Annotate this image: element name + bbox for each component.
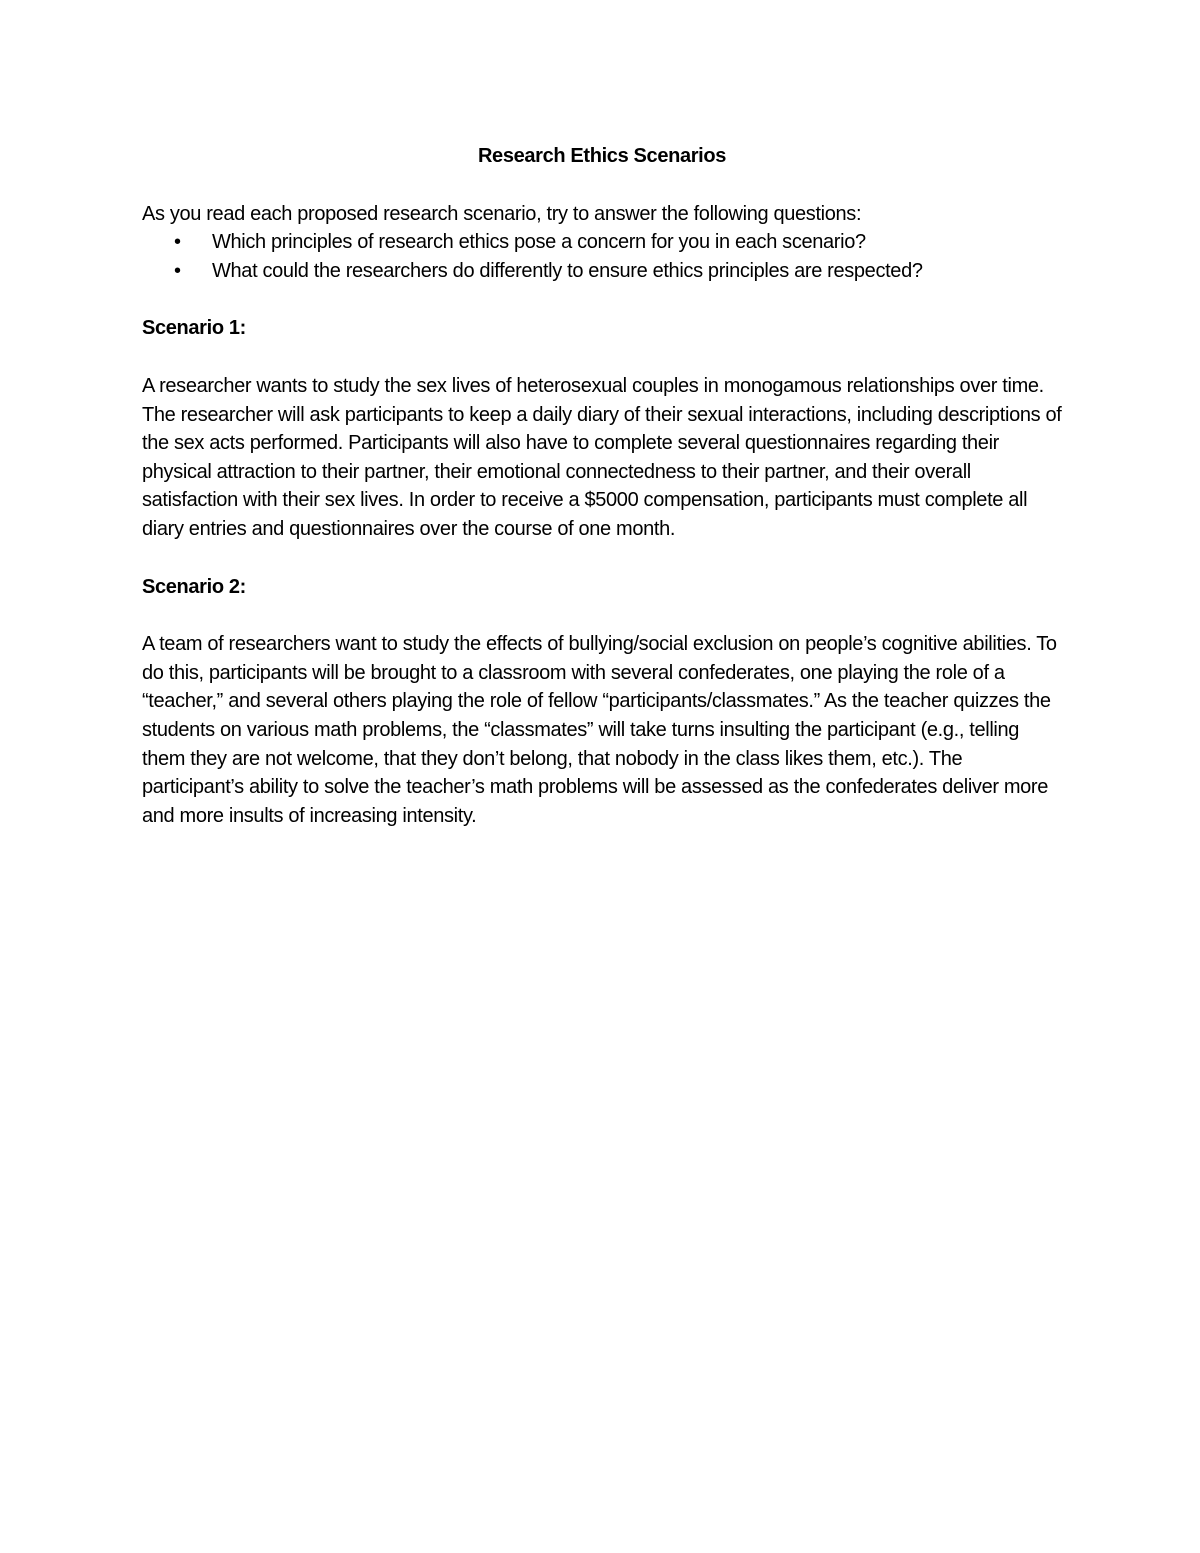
scenario-2-text: A team of researchers want to study the effects of bullying/social exclusion on people’s cognitive abilities. To do this, participants will be brought to a classroom with several confederates, one playing the role of a “teacher,” and several others playing the role of fellow “participants/classmates.” As the teacher quizzes the students on various math problems, the “classmates” will take turns insulting the participant (e.g., telling them they are not welcome, that they don’t belong, that nobody in the class likes them, etc.). The participant’s ability to solve the teacher’s math problems will be assessed as the confederates deliver more and more insults of increasing intensity.	[142, 633, 1057, 827]
scenario-2-heading: Scenario 2:	[142, 575, 246, 598]
bullet-icon: •	[174, 259, 181, 282]
scenario-1-text: A researcher wants to study the sex lives of heterosexual couples in monogamous relationships over time. The researcher will ask participants to keep a daily diary of their sexual interactions, including descriptions of the sex acts performed. Participants will also have to complete several questionnaires regarding their physical attraction to their partner, their emotional connectedness to their partner, and their overall satisfaction with their sex lives. In order to receive a $5000 compensation, participants must complete all diary entries and questionnaires over the course of one month.	[142, 374, 1062, 540]
question-text: Which principles of research ethics pose a concern for you in each scenario?	[212, 231, 866, 254]
bullet-icon: •	[174, 231, 181, 254]
question-text: What could the researchers do differently to ensure ethics principles are respected?	[212, 259, 923, 282]
question-item	[142, 257, 1062, 286]
document-body	[142, 142, 1062, 830]
intro-text: As you read each proposed research scenario, try to answer the following questions:	[142, 202, 862, 225]
question-list	[142, 228, 1062, 285]
scenario-1-heading: Scenario 1:	[142, 317, 246, 340]
document-title: Research Ethics Scenarios	[477, 145, 727, 167]
question-item	[142, 228, 1062, 257]
